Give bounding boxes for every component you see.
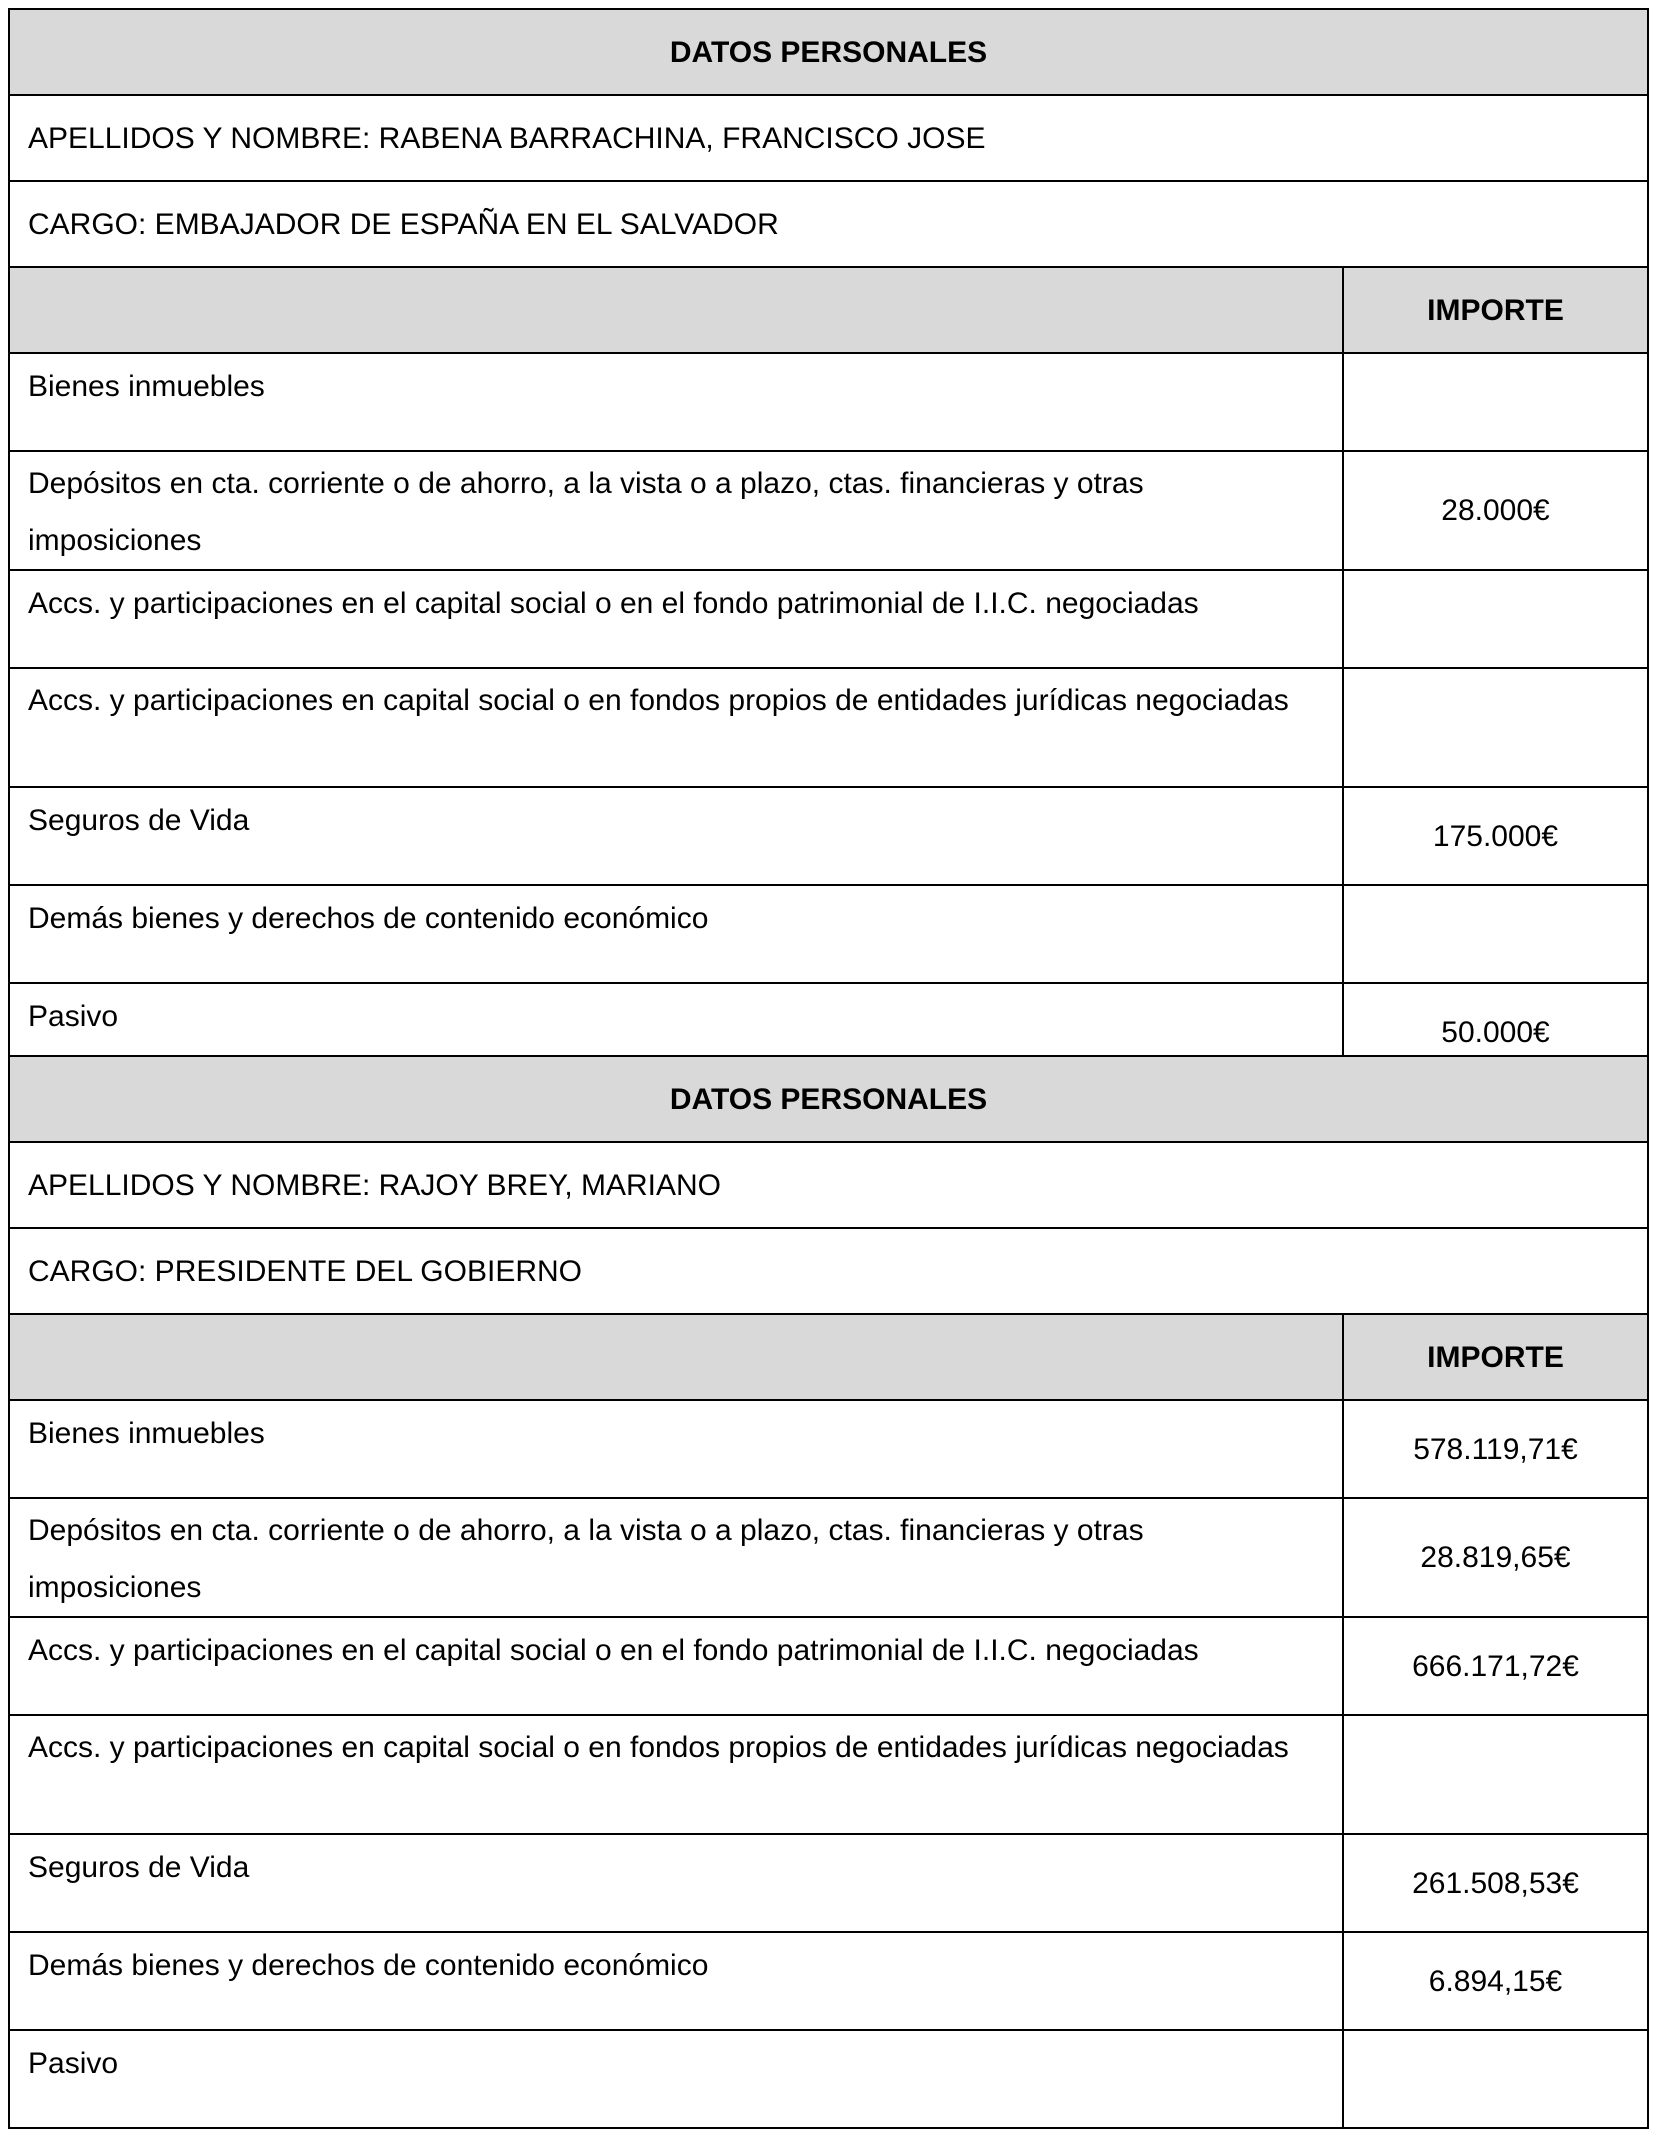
amount-cell	[1343, 1715, 1648, 1834]
table-row	[9, 885, 1648, 983]
name-line: APELLIDOS Y NOMBRE: RAJOY BREY, MARIANO	[9, 1142, 1648, 1228]
table-row	[9, 1400, 1648, 1498]
amount-cell: 578.119,71€	[1343, 1400, 1648, 1498]
section-title: DATOS PERSONALES	[9, 9, 1648, 95]
table-row	[9, 1617, 1648, 1715]
amount-column-header: IMPORTE	[1343, 267, 1648, 353]
concept-cell: Seguros de Vida	[9, 1834, 1343, 1932]
amount-cell: 666.171,72€	[1343, 1617, 1648, 1715]
concept-cell: Pasivo	[9, 983, 1343, 1081]
position-line: CARGO: PRESIDENTE DEL GOBIERNO	[9, 1228, 1648, 1314]
table-row	[9, 1932, 1648, 2030]
concept-cell: Seguros de Vida	[9, 787, 1343, 885]
table-row	[9, 451, 1648, 570]
concept-cell: Accs. y participaciones en el capital social o en el fondo patrimonial de I.I.C. negociadas	[9, 570, 1343, 668]
concept-cell: Depósitos en cta. corriente o de ahorro, a la vista o a plazo, ctas. financieras y otras imposiciones	[9, 451, 1343, 570]
table-row	[9, 668, 1648, 787]
name-line: APELLIDOS Y NOMBRE: RABENA BARRACHINA, FRANCISCO JOSE	[9, 95, 1648, 181]
amount-column-header: IMPORTE	[1343, 1314, 1648, 1400]
concept-cell: Demás bienes y derechos de contenido económico	[9, 885, 1343, 983]
declaration-table-2	[8, 1055, 1649, 2129]
table-row	[9, 787, 1648, 885]
concept-cell: Depósitos en cta. corriente o de ahorro, a la vista o a plazo, ctas. financieras y otras imposiciones	[9, 1498, 1343, 1617]
amount-cell: 261.508,53€	[1343, 1834, 1648, 1932]
amount-cell	[1343, 668, 1648, 787]
concept-column-header	[9, 1314, 1343, 1400]
section-title: DATOS PERSONALES	[9, 1056, 1648, 1142]
declaration-table-1	[8, 8, 1649, 1082]
amount-cell: 28.000€	[1343, 451, 1648, 570]
concept-cell: Pasivo	[9, 2030, 1343, 2128]
table-row	[9, 1715, 1648, 1834]
amount-cell	[1343, 353, 1648, 451]
amount-cell: 50.000€	[1343, 983, 1648, 1081]
amount-cell: 6.894,15€	[1343, 1932, 1648, 2030]
table-row	[9, 353, 1648, 451]
amount-cell: 28.819,65€	[1343, 1498, 1648, 1617]
concept-cell: Bienes inmuebles	[9, 1400, 1343, 1498]
concept-cell: Accs. y participaciones en el capital social o en el fondo patrimonial de I.I.C. negociadas	[9, 1617, 1343, 1715]
amount-cell	[1343, 570, 1648, 668]
position-line: CARGO: EMBAJADOR DE ESPAÑA EN EL SALVADOR	[9, 181, 1648, 267]
table-row	[9, 570, 1648, 668]
concept-cell: Demás bienes y derechos de contenido económico	[9, 1932, 1343, 2030]
amount-cell	[1343, 2030, 1648, 2128]
table-row	[9, 1498, 1648, 1617]
concept-cell: Accs. y participaciones en capital social o en fondos propios de entidades jurídicas negociadas	[9, 1715, 1343, 1834]
table-row	[9, 2030, 1648, 2128]
concept-cell: Accs. y participaciones en capital social o en fondos propios de entidades jurídicas negociadas	[9, 668, 1343, 787]
table-row	[9, 1834, 1648, 1932]
amount-cell: 175.000€	[1343, 787, 1648, 885]
amount-cell	[1343, 885, 1648, 983]
concept-column-header	[9, 267, 1343, 353]
concept-cell: Bienes inmuebles	[9, 353, 1343, 451]
